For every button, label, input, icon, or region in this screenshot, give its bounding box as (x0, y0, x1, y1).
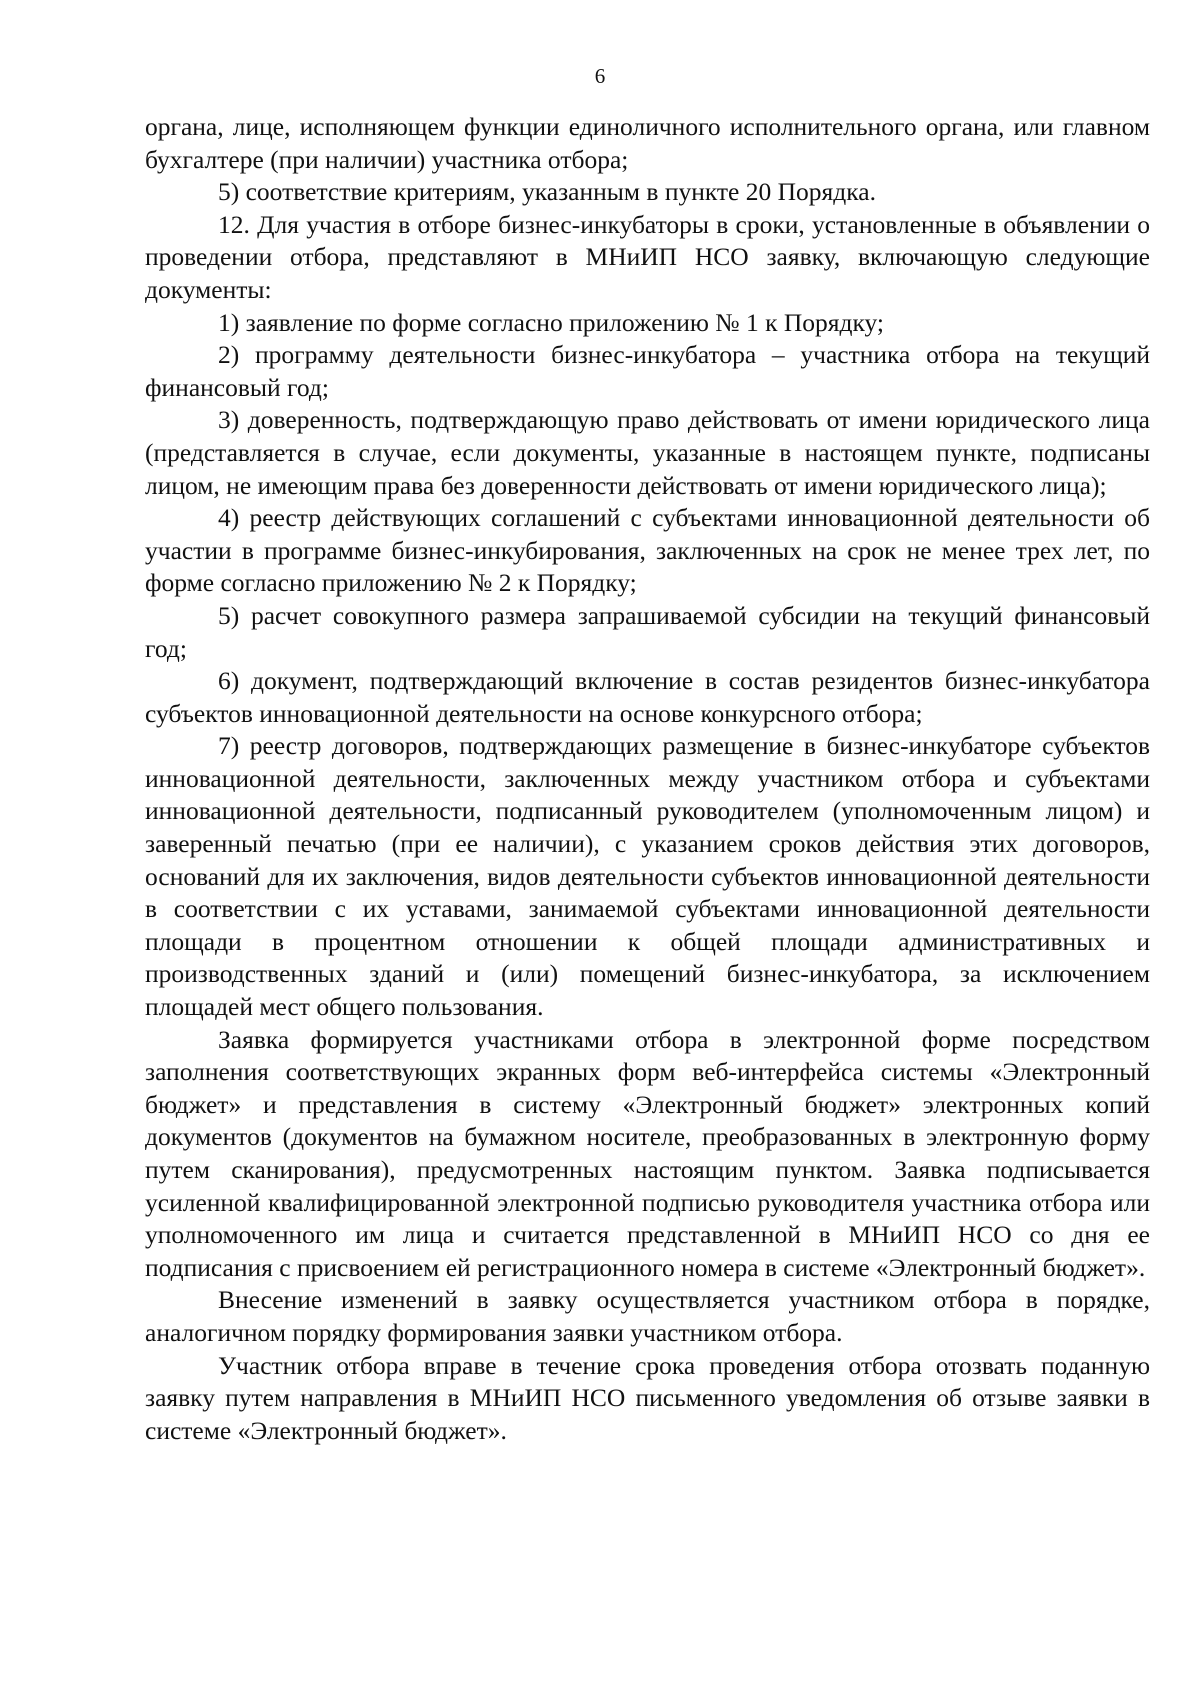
list-item-3: 3) доверенность, подтверждающую право действовать от имени юридического лица (представляется в случае, если документы, указанные в настоящем пункте, подписаны лицом, не имеющим права без доверенности действовать от имени юридического лица); (145, 405, 1150, 500)
paragraph-continuation: органа, лице, исполняющем функции единоличного исполнительного органа, или главном бухгалтере (при наличии) участника отбора; (145, 112, 1150, 174)
list-item-2: 2) программу деятельности бизнес-инкубатора – участника отбора на текущий финансовый год; (145, 340, 1150, 402)
list-item-6: 6) документ, подтверждающий включение в состав резидентов бизнес-инкубатора субъектов инновационной деятельности на основе конкурсного отбора; (145, 666, 1150, 728)
list-item-5: 5) расчет совокупного размера запрашиваемой субсидии на текущий финансовый год; (145, 600, 1150, 663)
list-item-1: 1) заявление по форме согласно приложению № 1 к Порядку; (218, 307, 885, 337)
list-item-4: 4) реестр действующих соглашений с субъектами инновационной деятельности об участии в программе бизнес-инкубирования, заключенных на срок не менее трех лет, по форме согласно приложению № 2 к Порядку; (145, 503, 1150, 598)
paragraph-item-5-criteria: 5) соответствие критериям, указанным в пункте 20 Порядка. (218, 177, 876, 207)
paragraph-application-withdrawal: Участник отбора вправе в течение срока проведения отбора отозвать поданную заявку путем направления в МНиИП НСО письменного уведомления об отзыве заявки в системе «Электронный бюджет». (145, 1350, 1150, 1445)
page-number: 6 (594, 64, 606, 88)
paragraph-application-changes: Внесение изменений в заявку осуществляется участником отбора в порядке, аналогичном порядку формирования заявки участником отбора. (145, 1285, 1150, 1347)
document-body (145, 111, 1150, 1447)
paragraph-12: 12. Для участия в отборе бизнес-инкубаторы в сроки, установленные в объявлении о проведении отбора, представляют в МНиИП НСО заявку, включающую следующие документы: (145, 209, 1150, 304)
paragraph-application-form: Заявка формируется участниками отбора в электронной форме посредством заполнения соответствующих экранных форм веб-интерфейса системы «Электронный бюджет» и представления в систему «Электронный бюджет» электронных копий документов (документов на бумажном носителе, преобразованных в электронную форму путем сканирования), предусмотренных настоящим пунктом. Заявка подписывается усиленной квалифицированной электронной подписью руководителя участника отбора или уполномоченного им лица и считается представленной в МНиИП НСО со дня ее подписания с присвоением ей регистрационного номера в системе «Электронный бюджет». (145, 1024, 1150, 1282)
list-item-7: 7) реестр договоров, подтверждающих размещение в бизнес-инкубаторе субъектов инновационной деятельности, заключенных между участником отбора и субъектами инновационной деятельности, подписанный руководителем (уполномоченным лицом) и заверенный печатью (при ее наличии), с указанием сроков действия этих договоров, оснований для их заключения, видов деятельности субъектов инновационной деятельности в соответствии с их уставами, занимаемой субъектами инновационной деятельности площади в процентном отношении к общей площади административных и производственных зданий и (или) помещений бизнес-инкубатора, за исключением площадей мест общего пользования. (145, 731, 1150, 1022)
